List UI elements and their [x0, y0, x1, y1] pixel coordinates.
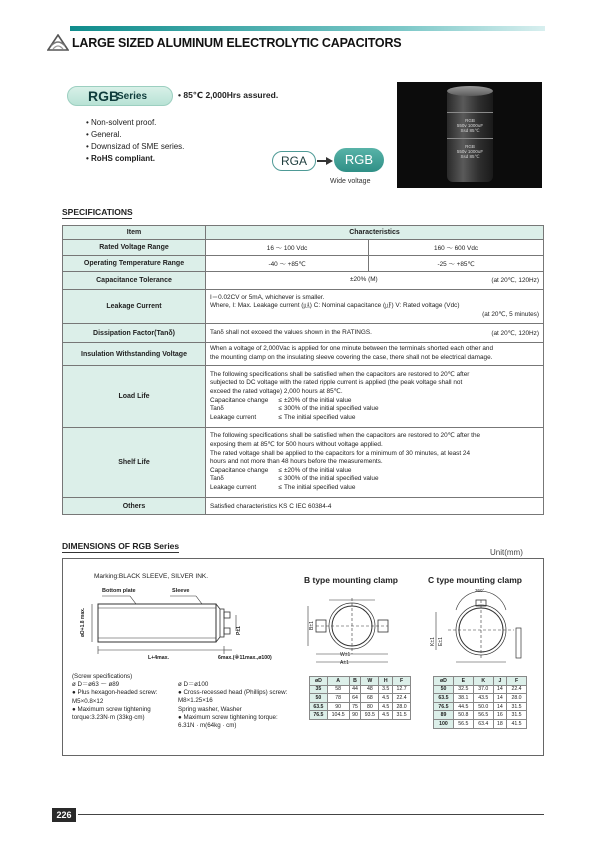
row-label: Dissipation Factor(Tanδ) — [63, 324, 206, 343]
table-cell: 38.1 — [453, 694, 473, 703]
cell-value: ±20% (M) — [350, 276, 378, 283]
photo-label-line: Ssd 85℃ — [460, 154, 480, 159]
note-line: M5×0.8×12 — [72, 697, 104, 705]
cell-text: The following specifications shall be satisfied when the capacitors are restored to 20℃ after — [210, 370, 470, 378]
table-cell: 12.7 — [393, 685, 411, 694]
criteria-row — [210, 405, 539, 414]
table-cell: 76.5 — [434, 702, 454, 711]
c-angle-label: 360° — [475, 588, 485, 593]
table-row — [310, 694, 411, 703]
criteria-row — [210, 397, 539, 406]
c-e-label: E±1 — [438, 637, 444, 646]
table-cell: 31.5 — [393, 711, 411, 720]
criteria-value: The initial specified value — [284, 413, 356, 421]
header-accent-bar — [70, 26, 545, 31]
table-cell: 48 — [361, 685, 379, 694]
le-symbol: ≤ — [278, 413, 282, 421]
table-cell: 50 — [310, 694, 328, 703]
table-cell: 58 — [327, 685, 349, 694]
table-cell: 31.5 — [507, 711, 527, 720]
table-cell: 50.0 — [473, 702, 493, 711]
feature-item: • RoHS compliant. — [86, 154, 156, 163]
row-label: Insulation Withstanding Voltage — [63, 343, 206, 366]
criteria-key: Capacitance change — [210, 396, 269, 404]
table-row — [434, 694, 527, 703]
note-line: ● Plus hexagon-headed screw: — [72, 689, 158, 697]
table-row — [63, 240, 544, 256]
cell-value: 160 ～ 600 Vdc — [369, 240, 544, 256]
cell-text: The rated voltage shall be applied to the capacitors for a minimum of 30 minutes, at least 24 — [210, 449, 471, 457]
criteria-key: Leakage current — [210, 413, 257, 421]
table-cell: 89 — [434, 711, 454, 720]
criteria-key: Tanδ — [210, 405, 224, 413]
column-header: øD — [434, 677, 454, 686]
page-number: 226 — [52, 808, 76, 822]
cell-text: the mounting clamp on the insulating sleeve covering the case, there shall not be electrical damage. — [210, 354, 493, 361]
b-type-clamp-drawing — [302, 592, 402, 670]
table-row — [434, 685, 527, 694]
table-cell: 43.5 — [473, 694, 493, 703]
marking-note: Marking:BLACK SLEEVE, SILVER INK. — [94, 573, 209, 580]
table-cell: 100 — [434, 719, 454, 728]
capacitor-image — [447, 90, 493, 182]
cell-value-group — [206, 290, 544, 324]
table-row — [310, 702, 411, 711]
table-cell: 28.0 — [393, 702, 411, 711]
table-row — [63, 428, 544, 498]
photo-label-line: Ssd 85℃ — [460, 128, 480, 133]
note-line: 6.31N · m(64kg · cm) — [178, 722, 237, 730]
table-cell: 32.5 — [453, 685, 473, 694]
table-cell: 41.5 — [507, 719, 527, 728]
c-type-clamp-drawing — [426, 588, 536, 670]
table-row — [63, 366, 544, 428]
criteria-value: ±20% of the initial value — [284, 396, 352, 404]
table-cell: 44.5 — [453, 702, 473, 711]
c-type-title: C type mounting clamp — [428, 575, 522, 585]
note-line: Spring washer, Washer — [178, 705, 242, 713]
b-b-label: B±1 — [309, 621, 315, 630]
old-series-badge: RGA — [272, 151, 316, 171]
pitch-label: P±1 — [236, 626, 242, 635]
criteria-row — [210, 484, 539, 493]
cell-condition: (at 20℃, 120Hz) — [491, 329, 539, 337]
table-cell: 4.5 — [379, 694, 393, 703]
footer-rule — [78, 814, 544, 815]
le-symbol: ≤ — [278, 396, 282, 404]
company-logo-icon — [47, 34, 69, 52]
table-cell: 64 — [349, 694, 361, 703]
diameter-label: øD+1.8 max. — [80, 607, 86, 637]
criteria-value: The initial specified value — [284, 483, 356, 491]
table-cell: 104.5 — [327, 711, 349, 720]
column-header: K — [473, 677, 493, 686]
feature-list — [86, 117, 184, 165]
table-cell: 3.5 — [379, 685, 393, 694]
feature-item: • Downsizad of SME series. — [86, 142, 185, 151]
cell-value-group — [206, 272, 544, 290]
criteria-row — [210, 467, 539, 476]
column-header: J — [493, 677, 506, 686]
row-label: Operating Temperature Range — [63, 256, 206, 272]
table-header-row — [63, 226, 544, 240]
table-row — [63, 343, 544, 366]
note-line: ● Maximum screw tightening torque: — [178, 713, 278, 721]
c-type-dimension-table — [433, 676, 527, 729]
cell-text: When a voltage of 2,000Vac is applied for one minute between the terminals shorted each other and — [210, 345, 494, 353]
section-underline — [62, 218, 132, 219]
row-label: Capacitance Tolerance — [63, 272, 206, 290]
table-cell: 35 — [310, 685, 328, 694]
column-header: F — [393, 677, 411, 686]
b-w-label: W±1 — [340, 652, 351, 658]
note-line: (Screw specifications) — [72, 673, 133, 680]
column-header: F — [507, 677, 527, 686]
table-cell: 90 — [327, 702, 349, 711]
cell-value: Satisfied characteristics KS C IEC 60384-4 — [206, 498, 544, 515]
cell-text: hours and not more than 48 hours before the measurements. — [210, 458, 383, 466]
table-cell: 37.0 — [473, 685, 493, 694]
table-cell: 63.4 — [473, 719, 493, 728]
criteria-value: 300% of the initial specified value — [284, 475, 379, 483]
cell-text: I＝0.02CV or 5mA, whichever is smaller. — [210, 293, 325, 301]
table-cell: 4.5 — [379, 702, 393, 711]
row-label: Others — [63, 498, 206, 515]
criteria-key: Tanδ — [210, 475, 224, 483]
table-row — [63, 498, 544, 515]
cell-value: -40 ～ +85℃ — [206, 256, 369, 272]
cell-value-group — [206, 428, 544, 498]
le-symbol: ≤ — [278, 466, 282, 474]
table-header-row — [310, 677, 411, 686]
b-a-label: A±1 — [340, 660, 349, 666]
table-cell: 63.5 — [310, 702, 328, 711]
criteria-row — [210, 475, 539, 484]
series-suffix: Series — [117, 91, 148, 102]
table-row — [63, 256, 544, 272]
table-cell: 14 — [493, 694, 506, 703]
photo-label-line: 550v 1000uF — [456, 123, 484, 128]
table-cell: 14 — [493, 702, 506, 711]
cell-value-group — [206, 324, 544, 343]
dimensions-title: DIMENSIONS OF RGB Series — [62, 541, 180, 551]
b-type-dimension-table — [309, 676, 411, 720]
screw-notes-left — [72, 673, 157, 722]
cell-value: 16 ～ 100 Vdc — [206, 240, 369, 256]
note-line: ø D＝ø63 ～ ø89 — [72, 681, 120, 689]
arrow-caption: Wide voltage — [330, 178, 371, 185]
table-cell: 75 — [349, 702, 361, 711]
note-line: ● Maximum screw tightening — [72, 705, 151, 713]
capacitor-top — [447, 86, 493, 96]
length-label: L+4max. — [148, 655, 169, 661]
page-title: LARGE SIZED ALUMINUM ELECTROLYTIC CAPACITORS — [72, 36, 402, 50]
row-label: Shelf Life — [63, 428, 206, 498]
table-row — [310, 711, 411, 720]
table-cell: 14 — [493, 685, 506, 694]
table-cell: 76.5 — [310, 711, 328, 720]
column-header: A — [327, 677, 349, 686]
series-name: RGB — [88, 88, 120, 104]
column-header: E — [453, 677, 473, 686]
cell-text: Tanδ shall not exceed the values shown in the RATINGS. — [210, 328, 372, 336]
cell-value-group — [206, 366, 544, 428]
photo-label-line: RGB — [465, 118, 475, 123]
arrow-head-icon — [326, 157, 333, 165]
product-photo — [397, 82, 542, 188]
column-header: Item — [63, 226, 206, 240]
table-cell: 16 — [493, 711, 506, 720]
screw-notes-right — [178, 681, 287, 730]
specifications-table — [62, 225, 544, 515]
photo-label-line: 550v 1000uF — [456, 149, 484, 154]
note-line: ø D＝ø100 — [178, 681, 209, 688]
table-cell: 31.5 — [507, 702, 527, 711]
table-cell: 68 — [361, 694, 379, 703]
bottom-plate-label: Bottom plate — [102, 588, 136, 594]
cell-text: exceed the rated voltage) 2,000 hours at 85℃. — [210, 387, 343, 395]
criteria-value: 300% of the initial specified value — [284, 405, 379, 413]
le-symbol: ≤ — [278, 405, 282, 413]
le-symbol: ≤ — [278, 483, 282, 491]
table-cell: 22.4 — [507, 685, 527, 694]
cell-text: The following specifications shall be satisfied when the capacitors are restored to 20℃ after the — [210, 432, 481, 440]
cell-text: exposing them at 85℃ for 500 hours without voltage applied. — [210, 441, 383, 449]
terminal-length-label: 6max.(※11max.,ø100) — [218, 655, 272, 661]
table-cell: 50.8 — [453, 711, 473, 720]
row-label: Leakage Current — [63, 290, 206, 324]
criteria-row — [210, 414, 539, 423]
table-cell: 50 — [434, 685, 454, 694]
table-row — [434, 719, 527, 728]
column-header: B — [349, 677, 361, 686]
table-row — [63, 272, 544, 290]
cell-text: Where, I: Max. Leakage current (㎂) C: Nominal capacitance (㎌) V: Rated voltage (Vdc) — [210, 302, 460, 310]
sleeve-label: Sleeve — [172, 588, 190, 594]
cell-value: -25 ～ +85℃ — [369, 256, 544, 272]
series-headline: • 85℃ 2,000Hrs assured. — [178, 90, 279, 100]
new-series-badge: RGB — [334, 148, 384, 172]
row-label: Load Life — [63, 366, 206, 428]
unit-label: Unit(mm) — [490, 548, 523, 557]
criteria-key: Capacitance change — [210, 466, 269, 474]
table-header-row — [434, 677, 527, 686]
table-cell: 93.5 — [361, 711, 379, 720]
table-cell: 22.4 — [393, 694, 411, 703]
note-line: M8×1.25×16 — [178, 697, 213, 705]
photo-label-line: RGB — [465, 144, 475, 149]
table-cell: 56.5 — [473, 711, 493, 720]
section-underline — [62, 552, 179, 553]
table-row — [63, 290, 544, 324]
table-cell: 28.0 — [507, 694, 527, 703]
table-cell: 80 — [361, 702, 379, 711]
series-badge — [67, 86, 173, 106]
table-cell: 56.5 — [453, 719, 473, 728]
c-k-label: K±1 — [430, 637, 436, 646]
note-line: ● Cross-recessed head (Phillips) screw: — [178, 689, 288, 697]
column-header: Characteristics — [206, 226, 544, 240]
table-cell: 90 — [349, 711, 361, 720]
table-cell: 78 — [327, 694, 349, 703]
criteria-key: Leakage current — [210, 483, 257, 491]
cell-condition: (at 20℃, 5 minutes) — [482, 310, 539, 318]
table-row — [434, 702, 527, 711]
specifications-title: SPECIFICATIONS — [62, 207, 133, 217]
table-row — [310, 685, 411, 694]
cell-condition: (at 20℃, 120Hz) — [491, 277, 539, 284]
cell-text: subjected to DC voltage with the rated ripple current is applied (the peak voltage shall not — [210, 379, 463, 387]
column-header: øD — [310, 677, 328, 686]
table-row — [434, 711, 527, 720]
b-type-title: B type mounting clamp — [304, 575, 398, 585]
table-cell: 4.5 — [379, 711, 393, 720]
table-cell: 44 — [349, 685, 361, 694]
table-cell: 18 — [493, 719, 506, 728]
note-line: torque:3.23N·m (33kg·cm) — [72, 714, 145, 722]
table-row — [63, 324, 544, 343]
table-cell: 63.5 — [434, 694, 454, 703]
le-symbol: ≤ — [278, 475, 282, 483]
column-header: H — [379, 677, 393, 686]
feature-item: • Non-solvent proof. — [86, 118, 157, 127]
column-header: W — [361, 677, 379, 686]
feature-item: • General. — [86, 130, 122, 139]
criteria-value: ±20% of the initial value — [284, 466, 352, 474]
row-label: Rated Voltage Range — [63, 240, 206, 256]
cell-value-group — [206, 343, 544, 366]
